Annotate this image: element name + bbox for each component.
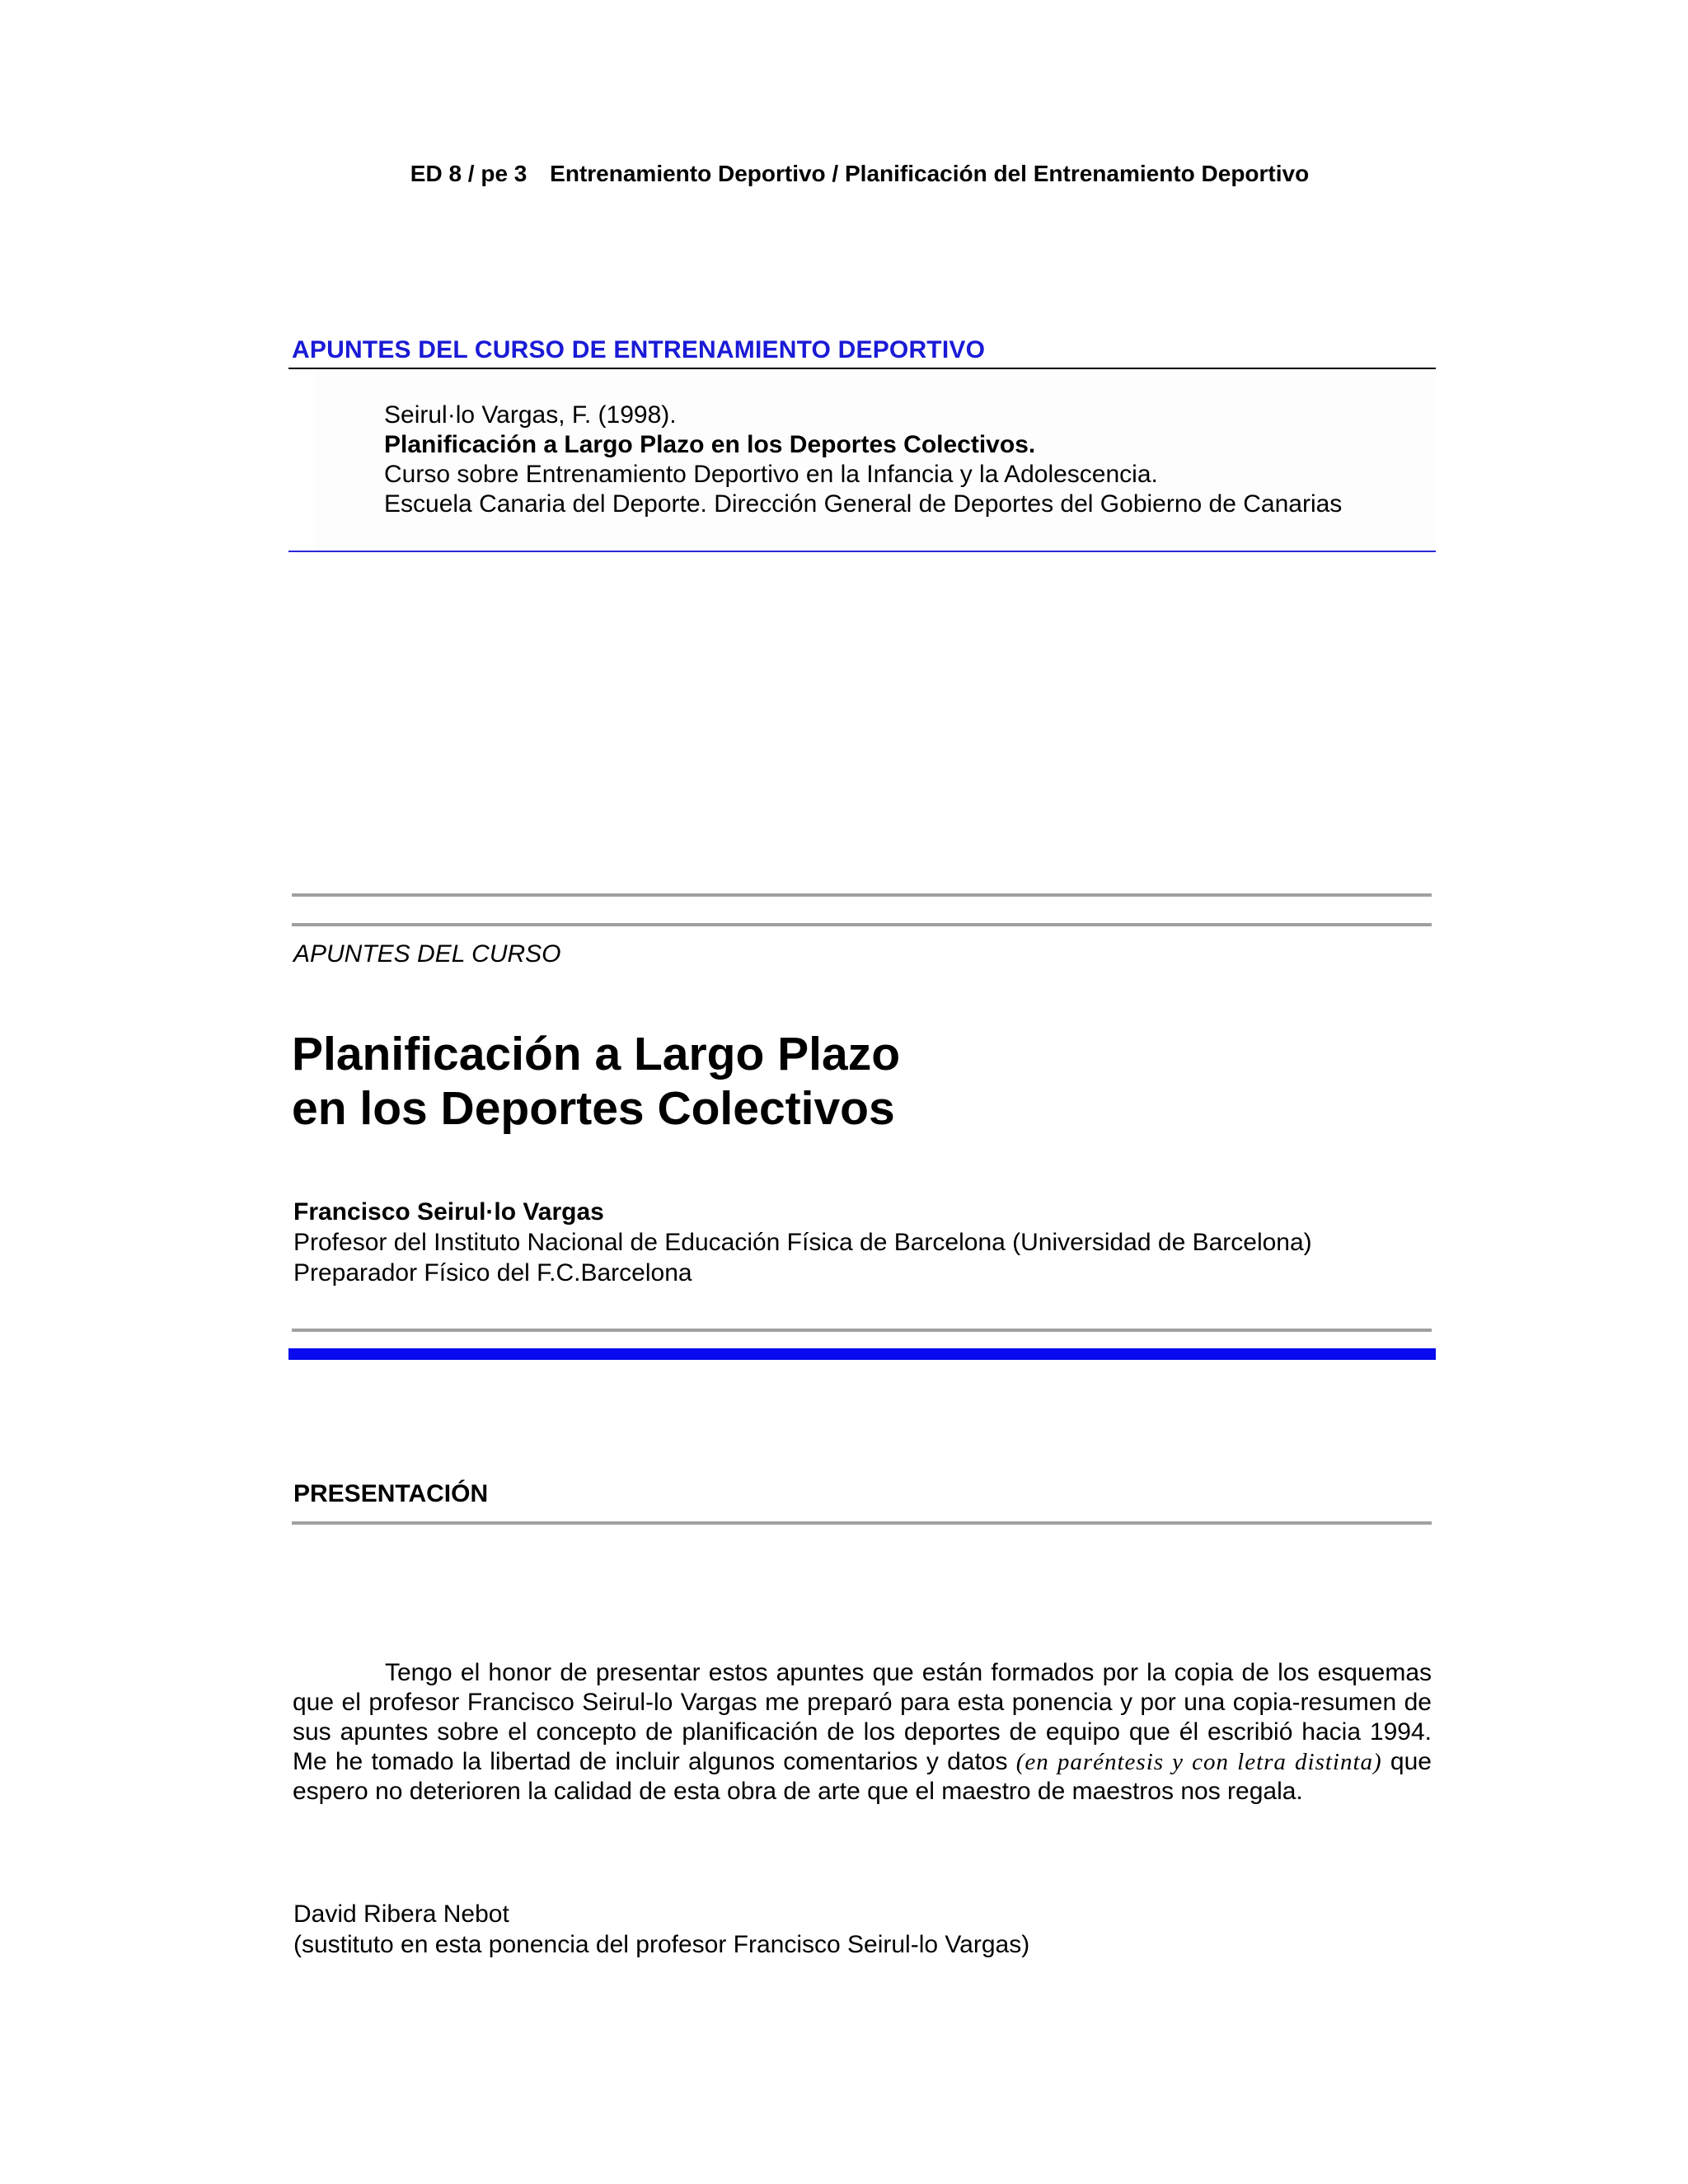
intro-text-before: Tengo el honor de presentar estos apuntes que están formados por la copia de los esquemas que el profesor Francisco Seirul-lo Vargas me preparó para esta ponencia y por una copia-resumen de sus apuntes sobre el concepto de planificación de los deportes de equipo que él escribió hacia 1994. Me he tomado la libertad de incluir algunos comentarios y datos — [293, 1659, 1432, 1775]
signature-name: David Ribera Nebot — [293, 1900, 509, 1928]
header-title: Entrenamiento Deportivo / Planificación del Entrenamiento Deportivo — [550, 161, 1310, 186]
title-line-1: Planificación a Largo Plazo — [292, 1028, 901, 1080]
divider — [288, 551, 1436, 552]
signature-block — [293, 1899, 1029, 1960]
divider — [292, 1521, 1432, 1525]
author-block — [293, 1197, 1312, 1288]
document-title — [292, 1027, 900, 1136]
author-role-1: Profesor del Instituto Nacional de Educación Física de Barcelona (Universidad de Barcelona) — [293, 1229, 1312, 1256]
author-name: Francisco Seirul·lo Vargas — [293, 1198, 604, 1226]
author-role-2: Preparador Físico del F.C.Barcelona — [293, 1259, 692, 1286]
running-header — [0, 161, 1688, 187]
header-code: ED 8 / pe 3 — [410, 161, 528, 186]
divider — [292, 1329, 1432, 1332]
title-line-2: en los Deportes Colectivos — [292, 1082, 895, 1135]
reference-author-year: Seirul·lo Vargas, F. (1998). — [384, 401, 677, 429]
divider — [292, 923, 1432, 926]
intro-italic-note: (en paréntesis y con letra distinta) — [1015, 1749, 1382, 1775]
divider — [292, 893, 1432, 897]
intro-paragraph — [293, 1658, 1432, 1807]
reference-course: Curso sobre Entrenamiento Deportivo en la Infancia y la Adolescencia. — [384, 461, 1158, 488]
reference-title: Planificación a Largo Plazo en los Deportes Colectivos. — [384, 431, 1036, 458]
signature-note: (sustituto en esta ponencia del profesor Francisco Seirul-lo Vargas) — [293, 1931, 1030, 1958]
course-subtitle: APUNTES DEL CURSO — [293, 940, 561, 968]
intro-text-after: que espero no deterioren la calidad de esta obra de arte que el maestro de maestros nos regala. — [293, 1748, 1432, 1805]
reference-institution: Escuela Canaria del Deporte. Dirección General de Deportes del Gobierno de Canarias — [384, 490, 1343, 518]
divider — [288, 368, 1436, 369]
reference-citation — [384, 401, 1342, 519]
divider — [288, 1348, 1436, 1360]
course-label: APUNTES DEL CURSO DE ENTRENAMIENTO DEPORTIVO — [292, 336, 986, 363]
section-heading: PRESENTACIÓN — [293, 1480, 489, 1507]
